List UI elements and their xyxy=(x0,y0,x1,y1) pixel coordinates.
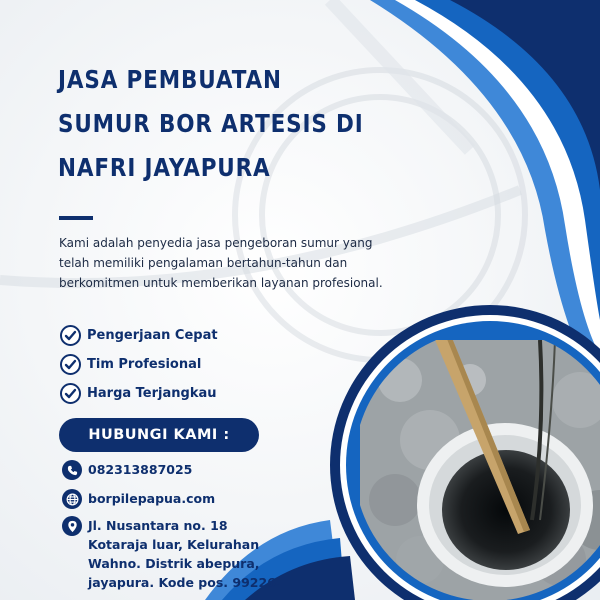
feature-list xyxy=(60,321,218,408)
feature-item xyxy=(60,379,218,408)
globe-icon xyxy=(62,489,82,509)
check-circle-icon xyxy=(60,325,81,346)
feature-label: Harga Terjangkau xyxy=(87,386,217,401)
contact-us-button[interactable]: HUBUNGI KAMI : xyxy=(59,418,259,452)
headline xyxy=(58,58,364,190)
phone-number: 082313887025 xyxy=(88,462,193,477)
check-circle-icon xyxy=(60,383,81,404)
headline-line-1: JASA PEMBUATAN xyxy=(58,65,282,94)
well-photo xyxy=(360,340,600,600)
website-url: borpilepapua.com xyxy=(88,491,216,506)
location-pin-icon xyxy=(62,516,82,536)
contact-address xyxy=(62,516,288,592)
address-text: Jl. Nusantara no. 18 Kotaraja luar, Kelurahan Wahno. Distrik abepura, jayapura. Kode pos. 99226. xyxy=(88,518,281,590)
title-divider xyxy=(59,216,93,220)
headline-line-3: NAFRI JAYAPURA xyxy=(58,153,271,182)
contact-website[interactable] xyxy=(62,489,215,509)
feature-label: Pengerjaan Cepat xyxy=(87,328,218,343)
check-circle-icon xyxy=(60,354,81,375)
contact-phone[interactable] xyxy=(62,460,192,480)
intro-text: Kami adalah penyedia jasa pengeboran sumur yang telah memiliki pengalaman bertahun-tahun dan berkomitmen untuk memberikan layanan profesional. xyxy=(59,236,383,290)
phone-icon xyxy=(62,460,82,480)
headline-line-2: SUMUR BOR ARTESIS DI xyxy=(58,109,364,138)
feature-item xyxy=(60,321,218,350)
feature-item xyxy=(60,350,218,379)
feature-label: Tim Profesional xyxy=(87,357,202,372)
